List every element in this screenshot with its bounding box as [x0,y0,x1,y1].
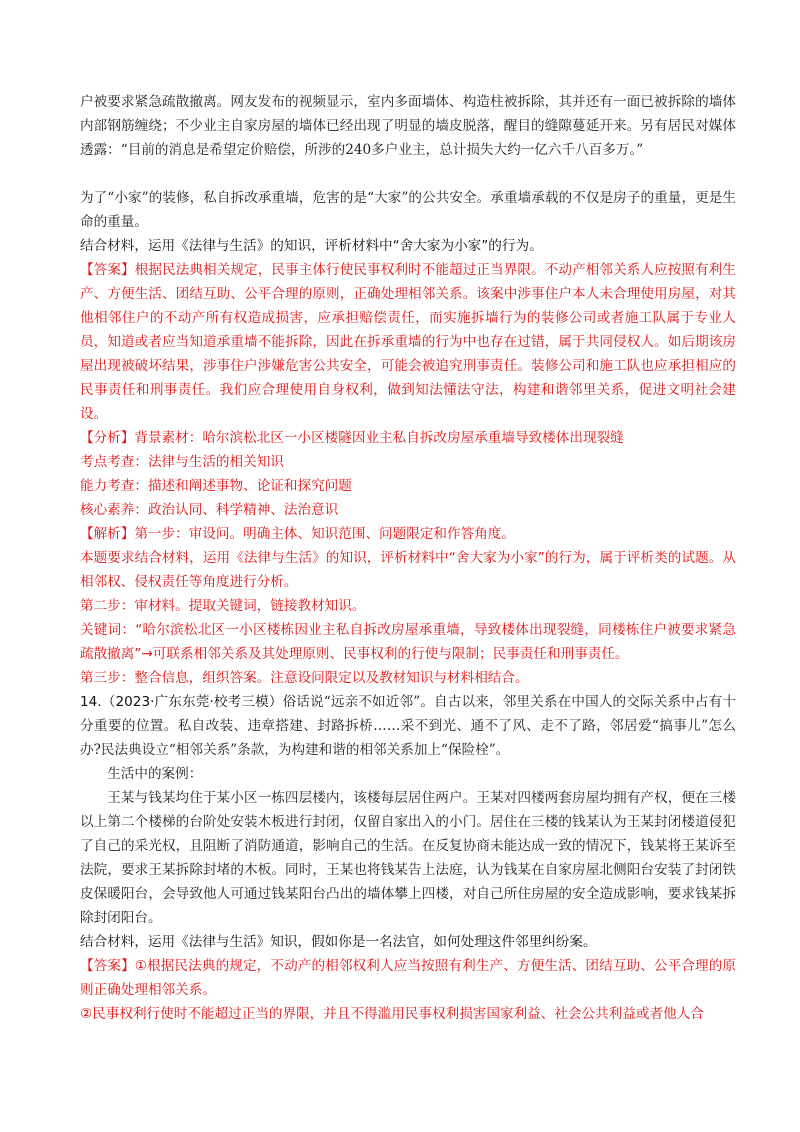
q13-keywords: 关键词：“哈尔滨松北区一小区楼栋因业主私自拆改房屋承重墙，导致楼体出现裂缝，同楼栋住户被要求紧急疏散撤离”→可联系相邻关系及其处理原则、民事权利的行使与限制；民事责任和刑事责任。 [80,622,736,662]
answer-text: ①根据民法典的规定，不动产的相邻权利人应当按照有利生产、方便生活、团结互助、公平合理的原则正确处理相邻关系。 [80,958,737,998]
question-source: （2023·广东东莞·校考三模） [101,694,283,710]
q14-question: 结合材料，运用《法律与生活》知识，假如你是一名法官，如何处理这件邻里纠纷案。 [80,934,597,950]
question-number: 14. [80,694,102,710]
q13-analysis [80,426,736,450]
q13-ability: 能力考查：描述和阐述事物、论证和探究问题 [80,478,352,494]
answer-text: 根据民法典相关规定，民事主体行使民事权利时不能超过正当界限。不动产相邻关系人应按照有利生产、方便生活、团结互助、公平合理的原则，正确处理相邻关系。该案中涉事住户本人未合理使用房屋，对其他相邻住户的不动产所有权造成损害，应承担赔偿责任，而实施拆墙行为的装修公司或者施工队属于专业人员，知道或者应当知道承重墙不能拆除，因此在拆承重墙的行为中也存在过错，属于共同侵权人。如后期该房屋出现被破坏结果，涉事住户涉嫌危害公共安全，可能会被追究刑事责任。装修公司和施工队也应承担相应的民事责任和刑事责任。我们应合理使用自身权利，做到知法懂法守法，构建和谐邻里关系，促进文明社会建设。 [80,262,737,422]
explain-text: 第一步：审设问。明确主体、知识范围、问题限定和作答角度。 [134,526,515,542]
q13-point: 考点考查：法律与生活的相关知识 [80,454,284,470]
material-paragraph-1: 户被要求紧急疏散撤离。网友发布的视频显示，室内多面墙体、构造柱被拆除，其并还有一面已被拆除的墙体内部钢筋缠绕；不少业主自家房屋的墙体已经出现了明显的墙皮脱落，醒目的缝隙蔓延开来。另有居民对媒体透露：“目前的消息是希望定价赔偿，所涉的240多户业主，总计损失大约一亿六千八百多万。” [80,94,736,158]
analysis-tag: 【分析】 [80,430,135,446]
answer-tag: 【答案】 [80,958,135,974]
material-paragraph-2: 为了“小家”的装修，私自拆改承重墙，危害的是“大家”的公共安全。承重墙承载的不仅是房子的重量，更是生命的重量。 [80,190,736,230]
q13-step2: 第二步：审材料。提取关键词，链接教材知识。 [80,598,366,614]
explain-tag: 【解析】 [80,526,135,542]
q14-answer-2: ②民事权利行使时不能超过正当的界限，并且不得滥用民事权利损害国家利益、社会公共利益或者他人合 [80,1006,704,1022]
answer-tag: 【答案】 [80,262,135,278]
q14-answer [80,954,736,1002]
q14-case: 王某与钱某均住于某小区一栋四层楼内，该楼每层居住两户。王某对四楼两套房屋均拥有产权，便在三楼以上第二个楼梯的台阶处安装木板进行封闭，仅留自家出入的小门。居住在三楼的钱某认为王某封闭楼道侵犯了自己的采光权，且阻断了消防通道，影响自己的生活。在反复协商未能达成一致的情况下，钱某将王某诉至法院，要求王某拆除封堵的木板。同时，王某也将钱某告上法庭，认为钱某在自家房屋北侧阳台安装了封闭铁皮保暖阳台，会导致他人可通过钱某阳台凸出的墙体攀上四楼，对自己所住房屋的安全造成影响，要求钱某拆除封闭阳台。 [80,790,736,926]
q13-step3: 第三步：整合信息，组织答案。注意设问限定以及教材知识与材料相结合。 [80,670,529,686]
q13-question: 结合材料，运用《法律与生活》的知识，评析材料中“舍大家为小家”的行为。 [80,238,543,254]
question-lead-text: 俗话说“远亲不如近邻”。自古以来，邻里关系在中国人的交际关系中占有十分重要的位置。私自改装、违章搭建、封路拆桥……采不到光、通不了风、走不了路，邻居爱“搞事儿”怎么办?民法典设立“相邻关系”条款，为构建和谐的相邻关系加上“保险栓”。 [80,694,736,758]
q14-case-title: 生活中的案例： [107,766,203,782]
q13-step1-detail: 本题要求结合材料，运用《法律与生活》的知识，评析材料中“舍大家为小家”的行为，属于评析类的试题。从相邻权、侵权责任等角度进行分析。 [80,550,736,590]
q14-lead [80,690,736,762]
q13-literacy: 核心素养：政治认同、科学精神、法治意识 [80,502,339,518]
analysis-text: 背景素材：哈尔滨松北区一小区楼隧因业主私自拆改房屋承重墙导致楼体出现裂缝 [134,430,624,446]
q13-answer [80,258,736,426]
q13-explain [80,522,736,546]
